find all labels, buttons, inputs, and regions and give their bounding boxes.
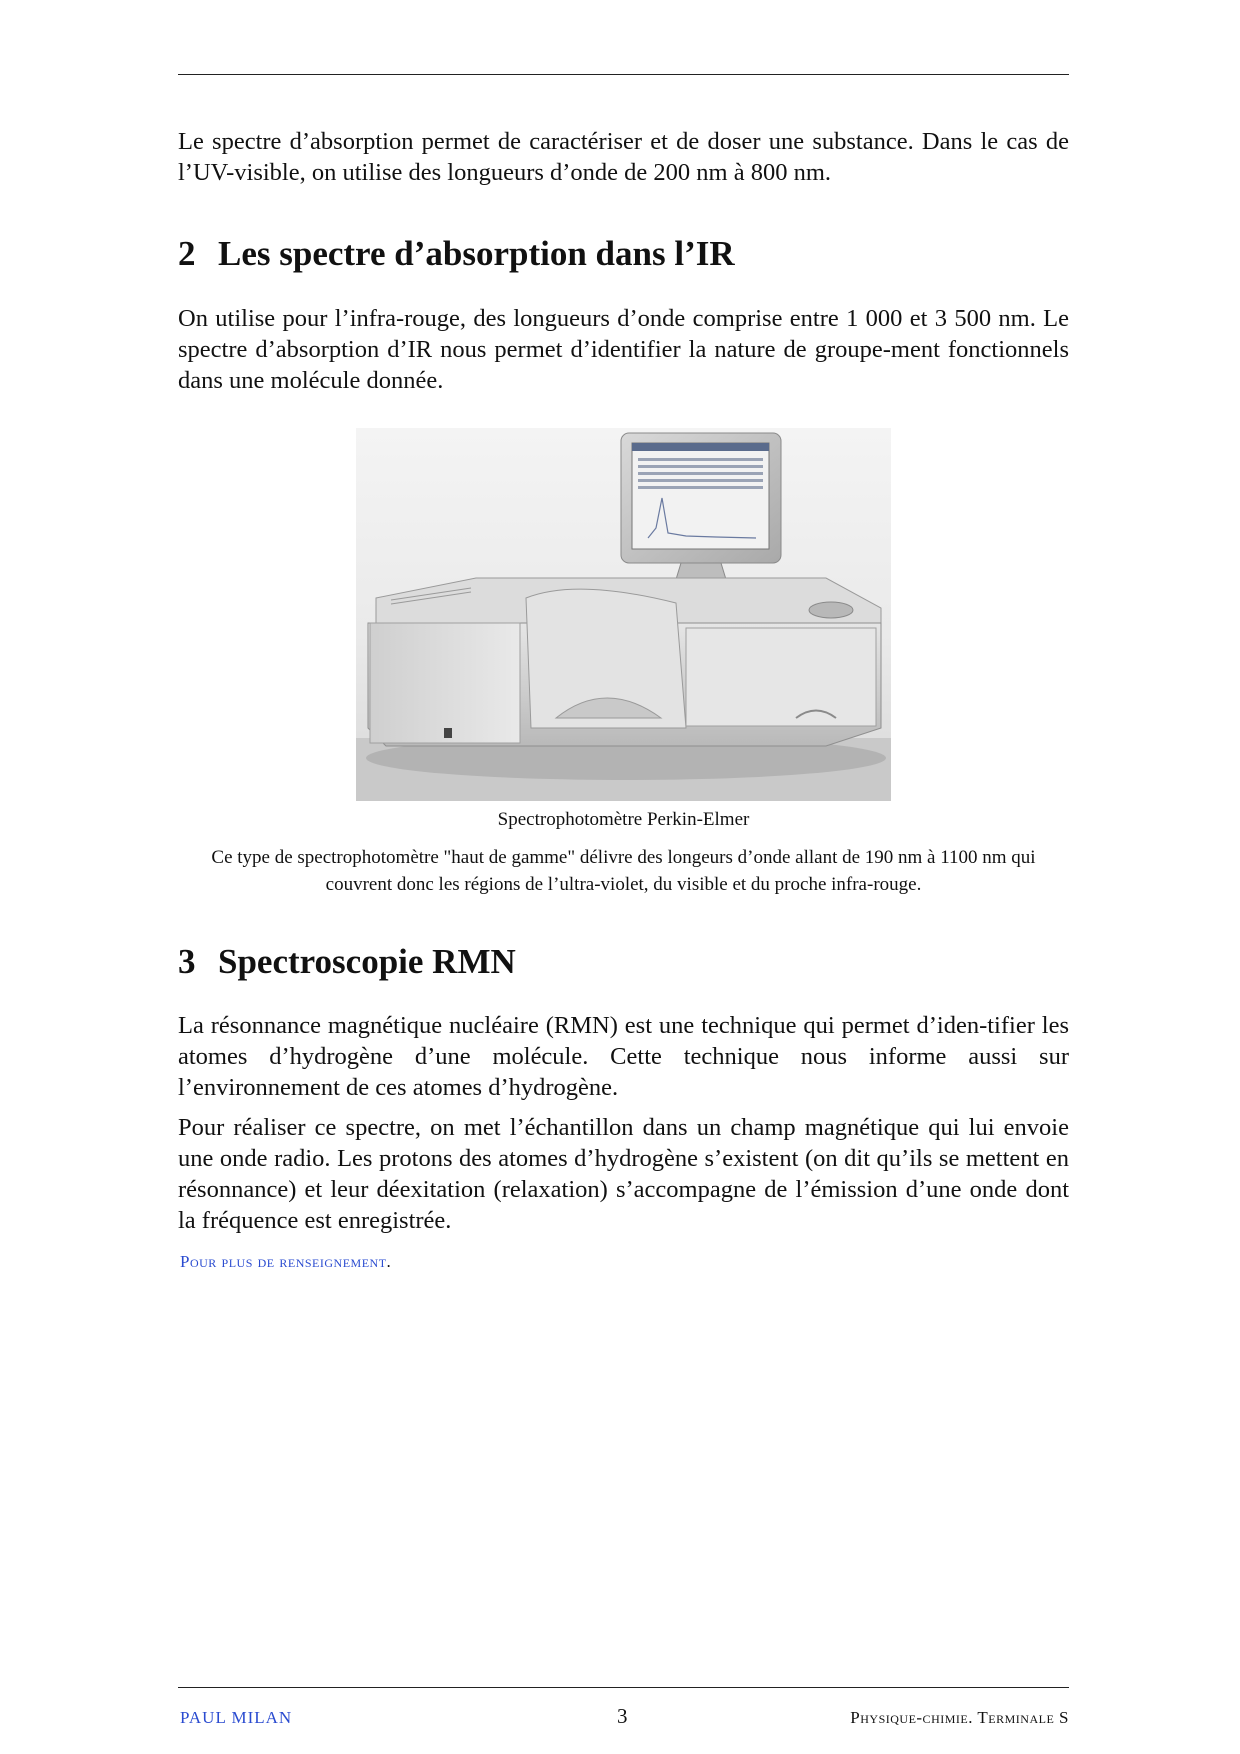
spectrophotometer-illustration <box>356 428 891 801</box>
footer-page-number: 3 <box>617 1704 628 1728</box>
spectrophotometer-photo <box>356 428 891 801</box>
footer-course: Physique-chimie. Terminale S <box>850 1708 1069 1727</box>
footer-rule <box>178 1687 1069 1688</box>
figure-caption-description: Ce type de spectrophotomètre "haut de gamme" délivre des longeurs d’onde allant de 190 nm à 1100 nm qui couvrent donc les régions de l’ultra-violet, du visible et du proche infra-rouge. <box>211 847 1036 895</box>
more-info-link-label[interactable]: Pour plus de renseignement <box>180 1252 387 1271</box>
section-3-paragraph-1: La résonnance magnétique nucléaire (RMN) est une technique qui permet d’iden-tifier les atomes d’hydrogène d’une molécule. Cette technique nous informe aussi sur l’environnement de ces atomes d’hydrogène. <box>178 1012 1069 1101</box>
more-info-link[interactable] <box>180 1252 391 1272</box>
section-2-title: Les spectre d’absorption dans l’IR <box>218 234 735 273</box>
section-2-number: 2 <box>178 234 196 273</box>
section-3-number: 3 <box>178 942 196 981</box>
intro-paragraph: Le spectre d’absorption permet de caractériser et de doser une substance. Dans le cas de l’UV-visible, on utilise des longueurs d’onde de 200 nm à 800 nm. <box>178 128 1069 186</box>
figure-caption-title: Spectrophotomètre Perkin-Elmer <box>497 809 750 830</box>
section-2-heading <box>178 234 735 274</box>
footer-author: PAUL MILAN <box>180 1708 293 1727</box>
section-3-paragraph-2: Pour réaliser ce spectre, on met l’échantillon dans un champ magnétique qui lui envoie une onde radio. Les protons des atomes d’hydrogène s’existent (on dit qu’ils se mettent en résonnance) et leur déexitation (relaxation) s’accompagne de l’émission d’une onde dont la fréquence est enregistrée. <box>178 1114 1069 1234</box>
more-info-link-period: . <box>386 1252 392 1271</box>
header-rule <box>178 74 1069 75</box>
section-3-title: Spectroscopie RMN <box>218 942 516 981</box>
section-3-heading <box>178 942 516 982</box>
section-2-paragraph: On utilise pour l’infra-rouge, des longueurs d’onde comprise entre 1 000 et 3 500 nm. Le spectre d’absorption d’IR nous permet d’identifier la nature de groupe-ment fonctionnels dans une molécule donnée. <box>178 305 1069 394</box>
